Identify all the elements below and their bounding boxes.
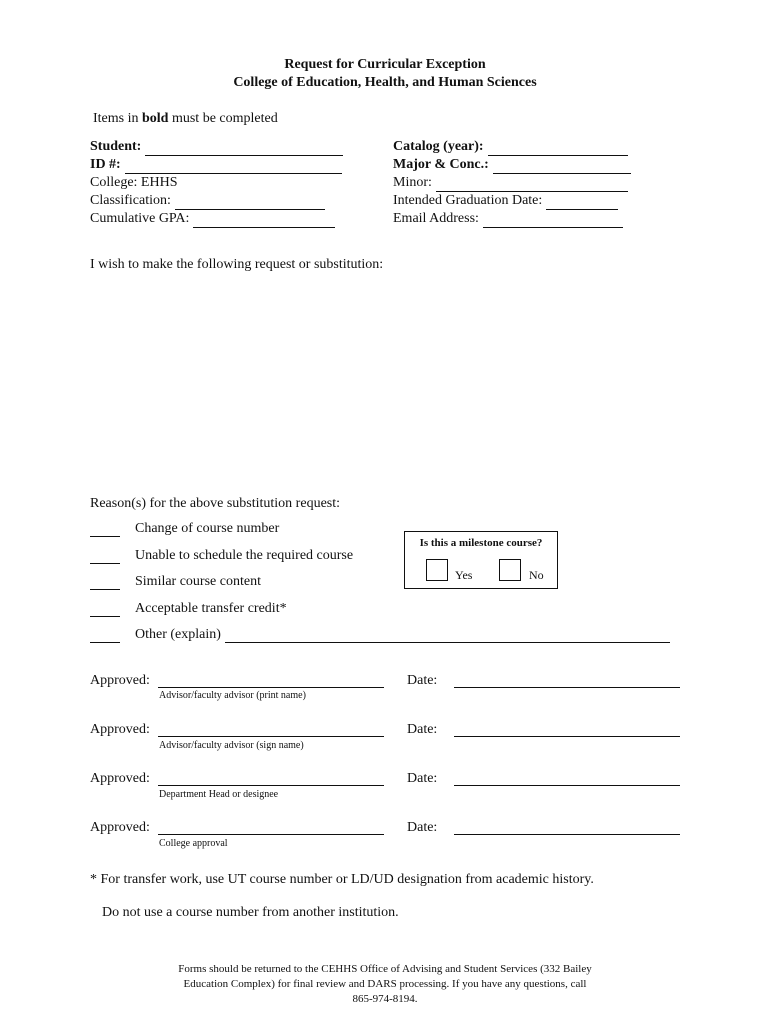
form-title: Request for Curricular Exception	[284, 57, 486, 72]
email-label: Email Address:	[393, 211, 479, 226]
instructions-prefix: Items in	[93, 111, 142, 126]
approved-label: Approved:	[90, 771, 150, 786]
minor-input-line[interactable]	[436, 177, 628, 192]
date-label: Date:	[407, 673, 438, 688]
approval-date-line[interactable]	[454, 687, 680, 688]
form-subtitle: College of Education, Health, and Human Sciences	[233, 75, 537, 90]
id-label: ID #:	[90, 157, 121, 172]
catalog-label: Catalog (year):	[393, 139, 484, 154]
id-input-line[interactable]	[125, 159, 342, 174]
footer-line: Education Complex) for final review and DARS processing. If you have any questions, call	[183, 978, 587, 990]
college-label: College: EHHS	[90, 175, 178, 190]
catalog-field[interactable]	[393, 138, 628, 156]
date-label: Date:	[407, 820, 438, 835]
date-label: Date:	[407, 722, 438, 737]
student-label: Student:	[90, 139, 142, 154]
college-field	[90, 174, 178, 192]
reason-check-blank[interactable]	[90, 628, 120, 643]
major-input-line[interactable]	[493, 159, 631, 174]
student-field[interactable]	[90, 138, 343, 156]
reason-item[interactable]	[90, 574, 261, 590]
catalog-input-line[interactable]	[488, 141, 628, 156]
instructions-bold-word: bold	[142, 111, 169, 126]
gpa-input-line[interactable]	[193, 213, 335, 228]
request-text-area[interactable]	[90, 285, 680, 485]
approval-signature-line[interactable]	[158, 687, 384, 688]
approval-date-line[interactable]	[454, 834, 680, 835]
email-field[interactable]	[393, 210, 623, 228]
footer-line: 865-974-8194.	[352, 993, 418, 1005]
date-label: Date:	[407, 771, 438, 786]
reason-item[interactable]	[90, 521, 279, 537]
gpa-label: Cumulative GPA:	[90, 211, 190, 226]
reason-item[interactable]	[90, 601, 287, 617]
milestone-no-checkbox[interactable]	[499, 559, 521, 581]
email-input-line[interactable]	[483, 213, 623, 228]
instructions-suffix: must be completed	[168, 111, 278, 126]
reasons-heading: Reason(s) for the above substitution request:	[90, 496, 341, 511]
gpa-field[interactable]	[90, 210, 335, 228]
approved-label: Approved:	[90, 820, 150, 835]
approval-signature-line[interactable]	[158, 834, 384, 835]
approval-signature-line[interactable]	[158, 785, 384, 786]
approved-label: Approved:	[90, 722, 150, 737]
major-field[interactable]	[393, 156, 631, 174]
approval-role: Department Head or designee	[159, 789, 279, 800]
approval-date-line[interactable]	[454, 785, 680, 786]
reason-check-blank[interactable]	[90, 575, 120, 590]
request-prompt: I wish to make the following request or substitution:	[90, 257, 384, 272]
reason-check-blank[interactable]	[90, 522, 120, 537]
milestone-no-label: No	[529, 568, 544, 582]
classification-label: Classification:	[90, 193, 171, 208]
milestone-question: Is this a milestone course?	[419, 537, 543, 549]
transfer-note: * For transfer work, use UT course number or LD/UD designation from academic history.	[90, 872, 594, 887]
other-explain-line[interactable]	[225, 628, 670, 643]
graduation-label: Intended Graduation Date:	[393, 193, 543, 208]
minor-label: Minor:	[393, 175, 432, 190]
instructions	[93, 111, 278, 127]
approval-signature-line[interactable]	[158, 736, 384, 737]
institution-note: Do not use a course number from another institution.	[102, 905, 399, 920]
reason-label: Similar course content	[135, 574, 261, 589]
classification-input-line[interactable]	[175, 195, 325, 210]
id-field[interactable]	[90, 156, 342, 174]
reason-label: Change of course number	[135, 521, 280, 536]
milestone-box	[404, 531, 558, 589]
reason-label: Other (explain)	[135, 627, 221, 642]
minor-field[interactable]	[393, 174, 628, 192]
reason-check-blank[interactable]	[90, 602, 120, 617]
reason-label: Acceptable transfer credit*	[135, 601, 287, 616]
graduation-field[interactable]	[393, 192, 618, 210]
reason-label: Unable to schedule the required course	[135, 548, 354, 563]
footer-line: Forms should be returned to the CEHHS Office of Advising and Student Services (332 Bailey	[178, 963, 592, 975]
approval-role: College approval	[159, 838, 228, 849]
milestone-yes-label: Yes	[455, 568, 473, 582]
approval-role: Advisor/faculty advisor (sign name)	[159, 740, 304, 751]
reason-check-blank[interactable]	[90, 549, 120, 564]
reason-item-other[interactable]	[90, 627, 670, 643]
approval-date-line[interactable]	[454, 736, 680, 737]
approved-label: Approved:	[90, 673, 150, 688]
classification-field[interactable]	[90, 192, 325, 210]
reason-item[interactable]	[90, 548, 353, 564]
major-label: Major & Conc.:	[393, 157, 489, 172]
graduation-input-line[interactable]	[546, 195, 618, 210]
milestone-yes-checkbox[interactable]	[426, 559, 448, 581]
approval-role: Advisor/faculty advisor (print name)	[159, 690, 306, 701]
footer-note	[90, 962, 680, 1007]
student-input-line[interactable]	[145, 141, 343, 156]
